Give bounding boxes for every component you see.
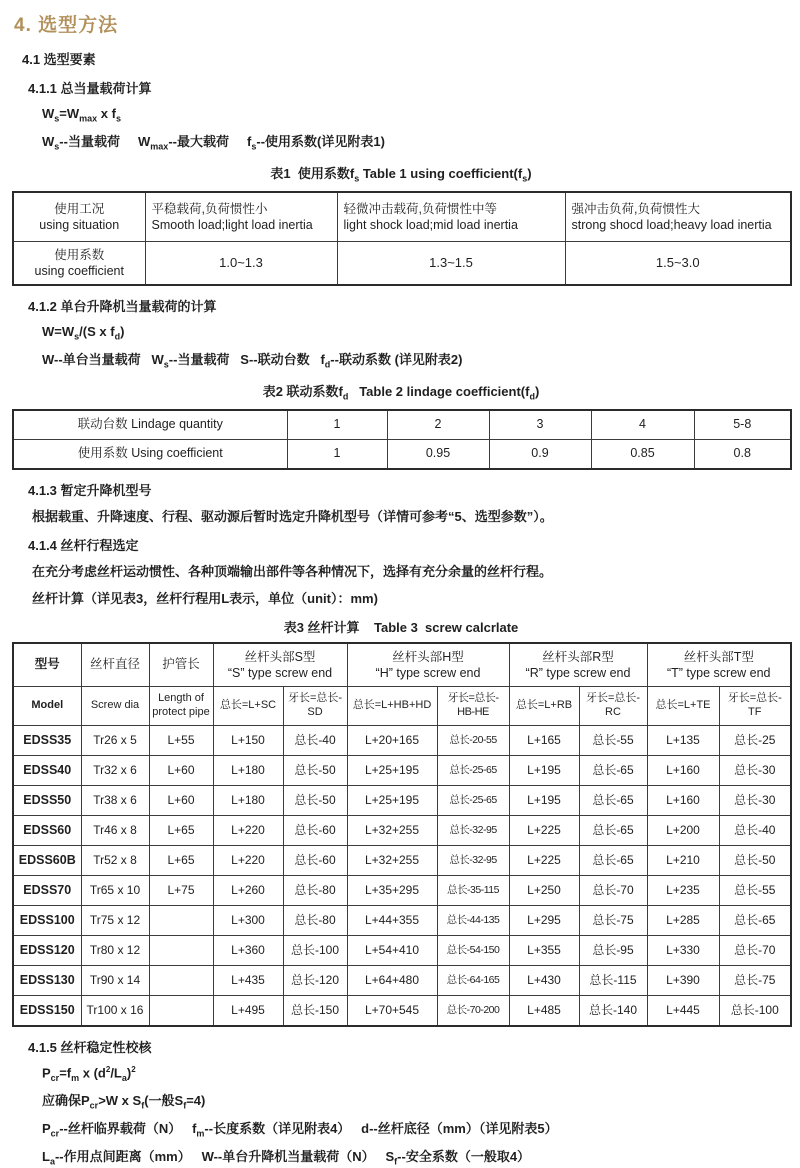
table-header-cell — [145, 192, 337, 242]
table-cell: 总长-75 — [719, 966, 791, 996]
table-cell: 总长-60 — [283, 816, 347, 846]
table-cell: L+200 — [647, 816, 719, 846]
header-cn: 使用工况 — [54, 201, 105, 216]
table-group-header — [509, 643, 647, 687]
table-cell: L+210 — [647, 846, 719, 876]
header-en: using situation — [39, 217, 120, 232]
table-cell: Tr52 x 8 — [81, 846, 149, 876]
table-cell: 1 — [287, 439, 387, 469]
group-en: “R” type screw end — [525, 666, 631, 681]
group-en: “T” type screw end — [667, 666, 771, 681]
table-cell: L+32+255 — [347, 846, 437, 876]
table-group-header — [347, 643, 509, 687]
table-cell: L+54+410 — [347, 936, 437, 966]
table3-body — [13, 726, 791, 1027]
table-header-cell: 丝杆直径 — [81, 643, 149, 687]
table-row — [13, 410, 791, 440]
table-cell: 总长-120 — [283, 966, 347, 996]
header-en: Smooth load;light load inertia — [151, 217, 313, 232]
table-cell: 总长-150 — [283, 996, 347, 1027]
table-cell: L+355 — [509, 936, 579, 966]
table-cell: Tr32 x 6 — [81, 756, 149, 786]
section-4-1-1-heading: 4.1.1 总当量载荷计算 — [28, 81, 152, 96]
table-cell: 总长-65 — [579, 786, 647, 816]
table-cell: L+285 — [647, 906, 719, 936]
table-header-cell — [337, 192, 565, 242]
section-4-1-2-heading: 4.1.2 单台升降机当量载荷的计算 — [28, 298, 217, 314]
table-cell — [149, 966, 213, 996]
table-cell: 0.9 — [489, 439, 591, 469]
table-subheader-cell: 牙长=总长-HB-HE — [437, 687, 509, 726]
table-cell: L+435 — [213, 966, 283, 996]
header-cn: 使用系数 — [54, 247, 105, 262]
table-cell: Tr46 x 8 — [81, 816, 149, 846]
table-row — [13, 996, 791, 1027]
table-subheader-cell: 总长=L+HB+HD — [347, 687, 437, 726]
table-cell: 总长-80 — [283, 906, 347, 936]
table-cell: L+150 — [213, 726, 283, 756]
table-cell: 总长-25-65 — [437, 756, 509, 786]
table-cell: 2 — [387, 410, 489, 440]
table-subheader-cell: 总长=L+SC — [213, 687, 283, 726]
model-cell: EDSS120 — [13, 936, 81, 966]
table-cell: L+25+195 — [347, 756, 437, 786]
formula-w-variables: W--单台当量载荷 $W_s--$当量载荷 S--联动台数 $f_d--$联动系数 (详见附表2) — [42, 351, 463, 370]
header-en: strong shocd load;heavy load inertia — [571, 217, 772, 232]
table-cell: 总长-50 — [283, 756, 347, 786]
table-header-cell: 联动台数 Lindage quantity — [13, 410, 287, 440]
table-cell: Tr90 x 14 — [81, 966, 149, 996]
table-cell: 总长-65 — [579, 756, 647, 786]
table-cell: 总长-50 — [283, 786, 347, 816]
table-cell: 总长-100 — [283, 936, 347, 966]
table-cell: 总长-25-65 — [437, 786, 509, 816]
table-row — [13, 439, 791, 469]
table-cell: 总长-65 — [579, 816, 647, 846]
table-cell: 总长-64-165 — [437, 966, 509, 996]
table-cell: 总长-40 — [283, 726, 347, 756]
formula-pcr-variables-2: $L_a--$作用点间距离（mm） W--单台升降机当量载荷（N） $S_f--$安全系数（一般取4） — [42, 1149, 531, 1167]
table-cell: 总长-40 — [719, 816, 791, 846]
table-subheader-cell: 牙长=总长-TF — [719, 687, 791, 726]
table-group-header — [647, 643, 791, 687]
group-en: “H” type screw end — [375, 666, 481, 681]
table-cell: L+195 — [509, 756, 579, 786]
model-cell: EDSS40 — [13, 756, 81, 786]
table-cell: L+64+480 — [347, 966, 437, 996]
section-4-1-4-paragraph-2: 丝杆计算（详见表3，丝杆行程用L表示，单位（unit）：mm) — [32, 590, 378, 606]
model-cell: EDSS60 — [13, 816, 81, 846]
table-cell: 总长-44-135 — [437, 906, 509, 936]
formula-w: $W=W_s/(S$ x $f_d$) — [42, 324, 125, 342]
table-row — [13, 241, 791, 285]
group-cn: 丝杆头部R型 — [542, 649, 614, 664]
table-header-cell: 使用系数 Using coefficient — [13, 439, 287, 469]
group-cn: 丝杆头部S型 — [244, 649, 316, 664]
header-cn: 强冲击负荷,负荷惯性大 — [571, 201, 700, 216]
table2-caption: 表2 联动系数$f_d$ Table 2 lindage $coefficient(f_d)$ — [262, 383, 540, 402]
table3-screw-calculate — [12, 642, 792, 1027]
table-header-cell: Length of protect pipe — [149, 687, 213, 726]
model-cell: EDSS60B — [13, 846, 81, 876]
table-header-cell — [13, 192, 145, 242]
table-cell: 总长-75 — [579, 906, 647, 936]
header-en: using coefficient — [34, 263, 124, 278]
table-cell: L+295 — [509, 906, 579, 936]
table-cell: L+180 — [213, 756, 283, 786]
table-cell: L+445 — [647, 996, 719, 1027]
page-title: 4. 选型方法 — [14, 15, 119, 36]
table-cell: L+25+195 — [347, 786, 437, 816]
table-cell: L+35+295 — [347, 876, 437, 906]
header-cn: 平稳载荷,负荷惯性小 — [151, 201, 268, 216]
table-cell: 总长-32-95 — [437, 846, 509, 876]
table-cell: L+260 — [213, 876, 283, 906]
table-subheader-cell: 牙长=总长-SD — [283, 687, 347, 726]
table-cell: 总长-30 — [719, 786, 791, 816]
table-cell: L+485 — [509, 996, 579, 1027]
table-cell: 1.3~1.5 — [337, 241, 565, 285]
table-cell: L+20+165 — [347, 726, 437, 756]
section-4-1-heading: 4.1 选型要素 — [22, 51, 96, 67]
table-header-cell: Model — [13, 687, 81, 726]
table-cell: L+165 — [509, 726, 579, 756]
table-cell: 1.5~3.0 — [565, 241, 791, 285]
table-cell: L+225 — [509, 816, 579, 846]
formula-pcr-variables-1: $P_{cr}--$丝杆临界载荷（N） $f_m--$长度系数（详见附表4） d--丝杆底径（mm）（详见附表5） — [42, 1121, 558, 1139]
model-cell: EDSS35 — [13, 726, 81, 756]
formula-ws: $W_s=W_{max}$ x $f_s$ — [42, 106, 121, 124]
table-row — [13, 756, 791, 786]
header-cn: 轻微冲击载荷,负荷惯性中等 — [343, 201, 497, 216]
table-row — [13, 726, 791, 756]
table-cell: 4 — [591, 410, 694, 440]
table-cell: 0.85 — [591, 439, 694, 469]
table-cell: 3 — [489, 410, 591, 440]
table-cell — [149, 906, 213, 936]
table-cell: L+65 — [149, 846, 213, 876]
table-cell: L+220 — [213, 816, 283, 846]
table-cell: L+495 — [213, 996, 283, 1027]
table-cell: L+360 — [213, 936, 283, 966]
model-cell: EDSS70 — [13, 876, 81, 906]
table-cell: L+300 — [213, 906, 283, 936]
table-cell: L+330 — [647, 936, 719, 966]
section-4-1-4-heading: 4.1.4 丝杆行程选定 — [28, 538, 139, 554]
table-cell: Tr65 x 10 — [81, 876, 149, 906]
table-row — [13, 846, 791, 876]
table-cell: L+75 — [149, 876, 213, 906]
table-cell: L+70+545 — [347, 996, 437, 1027]
table1-using-coefficient — [12, 191, 792, 286]
model-cell: EDSS130 — [13, 966, 81, 996]
table-cell: 总长-60 — [283, 846, 347, 876]
table-cell: L+160 — [647, 756, 719, 786]
table-cell: L+65 — [149, 816, 213, 846]
table-cell: 总长-65 — [719, 906, 791, 936]
table-cell: 总长-100 — [719, 996, 791, 1027]
table-cell: 总长-55 — [579, 726, 647, 756]
table-cell: Tr100 x 16 — [81, 996, 149, 1027]
table-cell: 总长-80 — [283, 876, 347, 906]
table-row — [13, 966, 791, 996]
table-cell: 总长-50 — [719, 846, 791, 876]
model-cell: EDSS150 — [13, 996, 81, 1027]
table3-head — [13, 643, 791, 726]
table-cell — [149, 936, 213, 966]
table-header-cell: Screw dia — [81, 687, 149, 726]
table-cell: 总长-20-55 — [437, 726, 509, 756]
table-cell: 总长-115 — [579, 966, 647, 996]
table-row — [13, 687, 791, 726]
table-cell: Tr80 x 12 — [81, 936, 149, 966]
table-group-header — [213, 643, 347, 687]
table-header-cell — [13, 241, 145, 285]
table-cell: L+55 — [149, 726, 213, 756]
table-cell: 1 — [287, 410, 387, 440]
table-cell: L+390 — [647, 966, 719, 996]
section-4-1-4-paragraph-1: 在充分考虑丝杆运动惯性、各种顶端输出部件等各种情况下，选择有充分余量的丝杆行程。 — [32, 564, 553, 580]
group-en: “S” type screw end — [227, 666, 333, 681]
table-row — [13, 906, 791, 936]
table-cell: L+60 — [149, 756, 213, 786]
table-cell: L+250 — [509, 876, 579, 906]
group-cn: 丝杆头部H型 — [392, 649, 464, 664]
table-cell: L+235 — [647, 876, 719, 906]
table-cell: L+430 — [509, 966, 579, 996]
table-row — [13, 816, 791, 846]
table-cell: 总长-140 — [579, 996, 647, 1027]
table-cell: Tr75 x 12 — [81, 906, 149, 936]
table-row — [13, 643, 791, 687]
formula-pcr-condition: 应确保$P_{cr}>W$ x $S_f$(一般$S_f=4$) — [42, 1093, 206, 1112]
table-subheader-cell: 牙长=总长-RC — [579, 687, 647, 726]
formula-pcr: $P_{cr}=f_m$ x $(d^2/L_a)^2$ — [42, 1065, 136, 1084]
model-cell: EDSS100 — [13, 906, 81, 936]
table-cell: 总长-70 — [579, 876, 647, 906]
table-cell: 0.8 — [694, 439, 791, 469]
table-cell: L+195 — [509, 786, 579, 816]
section-4-1-5-heading: 4.1.5 丝杆稳定性校核 — [28, 1040, 152, 1056]
table-cell — [149, 996, 213, 1027]
section-4-1-3-heading: 4.1.3 暂定升降机型号 — [28, 482, 152, 498]
table-row — [13, 936, 791, 966]
table-subheader-cell: 总长=L+TE — [647, 687, 719, 726]
table-row — [13, 876, 791, 906]
table-cell: 总长-70 — [719, 936, 791, 966]
table-cell: L+180 — [213, 786, 283, 816]
table-cell: 总长-95 — [579, 936, 647, 966]
table-cell: 1.0~1.3 — [145, 241, 337, 285]
table-header-cell: 护管长 — [149, 643, 213, 687]
table-subheader-cell: 总长=L+RB — [509, 687, 579, 726]
model-cell: EDSS50 — [13, 786, 81, 816]
table3-caption: 表3 丝杆计算 Table 3 screw calcrlate — [283, 619, 519, 635]
table-cell: L+32+255 — [347, 816, 437, 846]
table-cell: Tr38 x 6 — [81, 786, 149, 816]
table1-caption: 表1 使用系数$f_s$ Table 1 using $coefficient(f_s)$ — [270, 165, 532, 184]
table-cell: 总长-35-115 — [437, 876, 509, 906]
table-cell: L+60 — [149, 786, 213, 816]
table-header-cell: 型号 — [13, 643, 81, 687]
table-cell: Tr26 x 5 — [81, 726, 149, 756]
table-cell: 总长-54-150 — [437, 936, 509, 966]
section-4-1-3-paragraph: 根据载重、升降速度、行程、驱动源后暂时选定升降机型号（详情可参考“5、选型参数”）。 — [32, 508, 553, 524]
group-cn: 丝杆头部T型 — [683, 649, 754, 664]
table-cell: 总长-70-200 — [437, 996, 509, 1027]
table-header-cell — [565, 192, 791, 242]
table-cell: 总长-30 — [719, 756, 791, 786]
table2-linkage-coefficient — [12, 409, 792, 470]
table-cell: L+220 — [213, 846, 283, 876]
table-row — [13, 192, 791, 242]
table-cell: L+135 — [647, 726, 719, 756]
table-cell: 总长-65 — [579, 846, 647, 876]
table-cell: 0.95 — [387, 439, 489, 469]
formula-ws-variables: $W_s--$当量载荷 $W_{max}--$最大载荷 $f_s--$使用系数(详见附表1) — [42, 134, 385, 152]
table-cell: 总长-32-95 — [437, 816, 509, 846]
table-cell: L+225 — [509, 846, 579, 876]
table-cell: 5-8 — [694, 410, 791, 440]
table-cell: L+44+355 — [347, 906, 437, 936]
table-cell: 总长-55 — [719, 876, 791, 906]
table-row — [13, 786, 791, 816]
table-cell: 总长-25 — [719, 726, 791, 756]
header-en: light shock load;mid load inertia — [343, 217, 518, 232]
table-cell: L+160 — [647, 786, 719, 816]
